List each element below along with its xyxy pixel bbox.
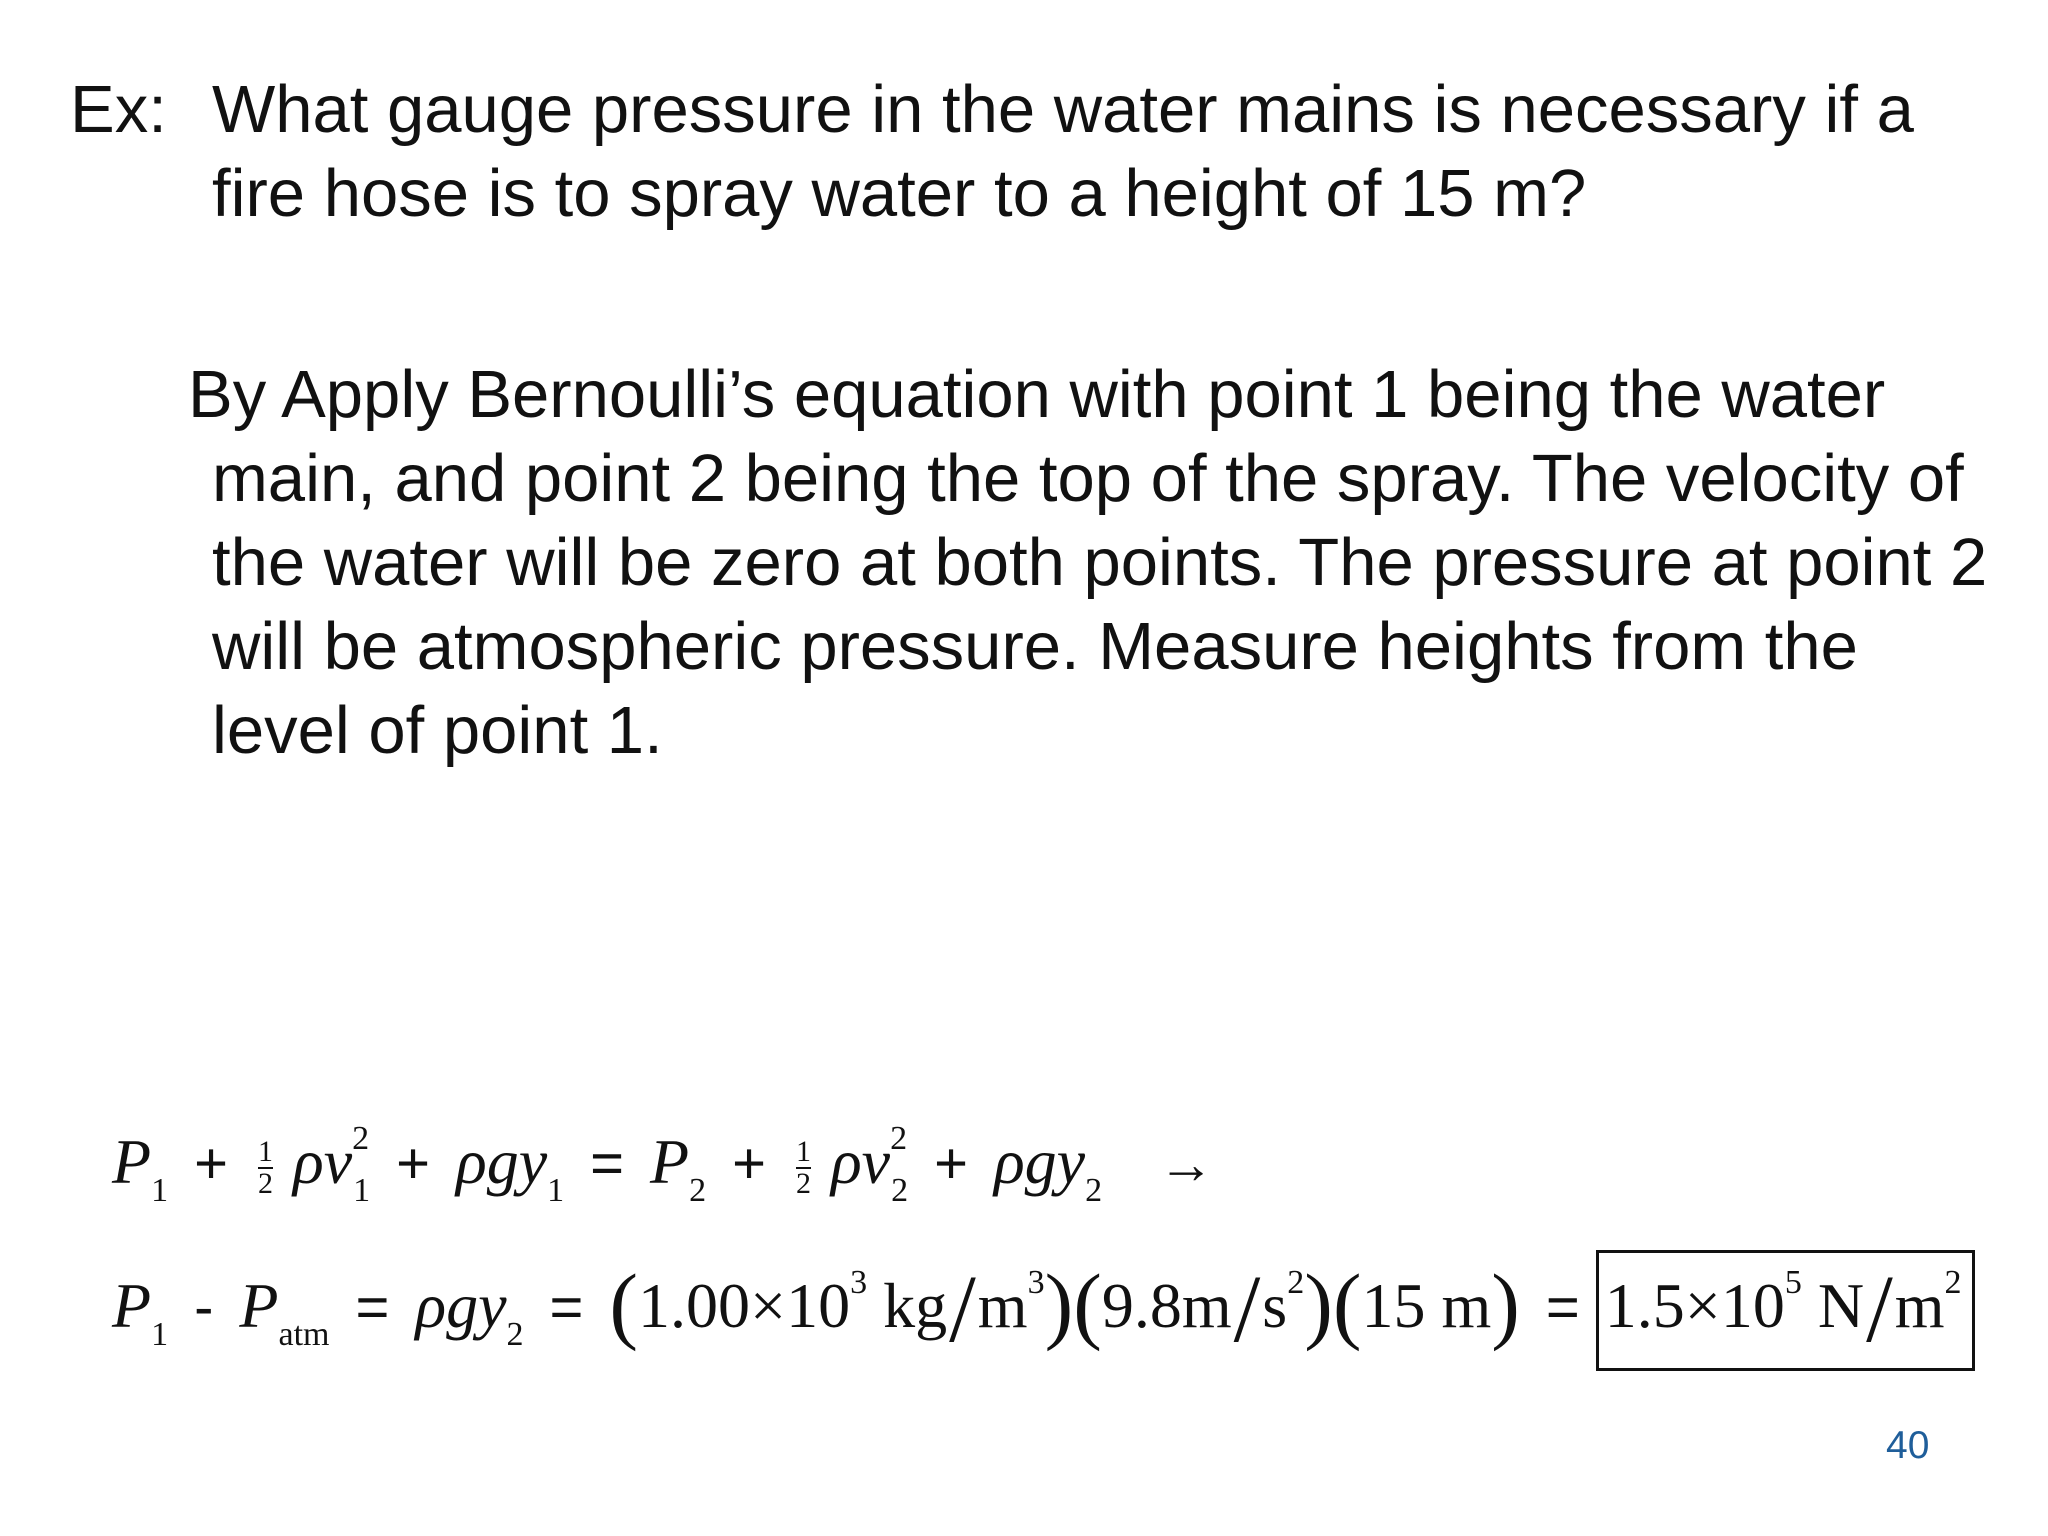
eq2-g: g — [446, 1270, 479, 1341]
eq2-patm-sub: atm — [278, 1316, 330, 1353]
eq1-y2-sub: 2 — [1085, 1172, 1103, 1209]
eq1-g1: g — [486, 1126, 519, 1197]
eq2-lparen-1: ( — [609, 1256, 639, 1352]
eq2-exp-m3: 3 — [1027, 1264, 1045, 1301]
eq2-ten-1: 10 — [786, 1270, 851, 1341]
eq1-rho-3: ρ — [830, 1126, 862, 1197]
explanation-line-1: By Apply Bernoulli’s equation with point 1 being the water — [188, 357, 1886, 432]
explanation-rest: main, and point 2 being the top of the spray. The velocity of the water will be zero at both points. The pressure at point 2 will be atmospheric pressure. Measure heights from the level of point 1. — [212, 441, 1988, 768]
eq1-y1-sub: 1 — [547, 1172, 565, 1209]
eq2-rparen-2: ) — [1304, 1256, 1333, 1352]
example-label: Ex: — [70, 72, 167, 147]
eq2-patm: P — [239, 1270, 279, 1341]
eq1-arrow: → — [1158, 1134, 1215, 1196]
explanation-paragraph — [188, 353, 2012, 773]
eq1-v1-sq: 2 — [352, 1120, 370, 1157]
eq2-slash-1: / — [949, 1255, 976, 1362]
eq1-plus-2: + — [396, 1131, 430, 1196]
eq2-equals-3: = — [1545, 1275, 1580, 1340]
result-m: m — [1894, 1270, 1945, 1341]
eq2-rparen-3: ) — [1491, 1256, 1520, 1352]
eq1-v1: v — [323, 1126, 353, 1197]
eq1-plus-4: + — [934, 1131, 968, 1196]
eq2-times-1: × — [750, 1270, 787, 1341]
eq2-density-value: 1.00 — [638, 1270, 751, 1341]
eq1-half-2: $\frac{1}{2}$ — [795, 1135, 811, 1201]
eq2-rho: ρ — [415, 1270, 447, 1341]
eq2-p1: P — [112, 1270, 152, 1341]
gauge-pressure-equation — [112, 1250, 1975, 1371]
eq1-y2: y — [1056, 1126, 1086, 1197]
eq2-s: s — [1262, 1270, 1288, 1341]
eq2-equals-2: = — [549, 1275, 584, 1340]
result-exp-m2: 2 — [1944, 1264, 1962, 1301]
eq1-p1-sub: 1 — [151, 1172, 169, 1209]
eq1-half-1: $\frac{1}{2}$ — [257, 1135, 273, 1201]
eq1-y1: y — [518, 1126, 548, 1197]
eq2-lparen-2: ( — [1073, 1256, 1102, 1352]
result-exp5: 5 — [1784, 1264, 1802, 1301]
eq1-v2-sub: 2 — [891, 1172, 909, 1209]
eq2-exp3: 3 — [850, 1264, 868, 1301]
eq1-plus-1: + — [194, 1131, 228, 1196]
eq2-minus: - — [194, 1275, 214, 1340]
problem-statement — [70, 68, 2000, 236]
eq2-equals-1: = — [355, 1275, 390, 1340]
eq2-y: y — [478, 1270, 507, 1341]
eq2-height-value: 15 m — [1361, 1270, 1492, 1341]
result-box — [1596, 1250, 1975, 1371]
eq2-kg: kg — [883, 1270, 948, 1341]
eq1-v2-sq: 2 — [890, 1120, 908, 1157]
result-ten: 10 — [1720, 1270, 1785, 1341]
eq2-m-1: m — [977, 1270, 1028, 1341]
bernoulli-equation — [112, 1120, 1214, 1210]
page-number: 40 — [1886, 1424, 1930, 1467]
eq1-equals: = — [590, 1131, 624, 1196]
eq1-plus-3: + — [732, 1131, 766, 1196]
eq1-p2-sub: 2 — [689, 1172, 707, 1209]
eq2-exp-s2: 2 — [1287, 1264, 1305, 1301]
eq2-lparen-3: ( — [1332, 1256, 1362, 1352]
result-slash: / — [1866, 1255, 1893, 1362]
eq2-slash-2: / — [1233, 1255, 1261, 1362]
eq2-p1-sub: 1 — [151, 1316, 169, 1353]
eq2-y-sub: 2 — [506, 1316, 524, 1353]
eq2-rparen-1: ) — [1044, 1256, 1074, 1352]
eq2-m-2: m — [1181, 1270, 1232, 1341]
problem-text: What gauge pressure in the water mains is necessary if a fire hose is to spray water to a height of 15 m? — [212, 72, 1914, 231]
eq1-v2: v — [861, 1126, 891, 1197]
eq1-p1: P — [112, 1126, 152, 1197]
result-times: × — [1684, 1270, 1721, 1341]
eq1-rho-2: ρ — [455, 1126, 487, 1197]
eq2-gravity-value: 9.8 — [1101, 1270, 1182, 1341]
eq1-g2: g — [1024, 1126, 1057, 1197]
eq1-rho-1: ρ — [292, 1126, 324, 1197]
result-value: 1.5 — [1604, 1270, 1685, 1341]
eq1-p2: P — [649, 1126, 690, 1197]
eq1-rho-4: ρ — [993, 1126, 1025, 1197]
result-n: N — [1817, 1270, 1865, 1341]
eq1-v1-sub: 1 — [353, 1172, 371, 1209]
